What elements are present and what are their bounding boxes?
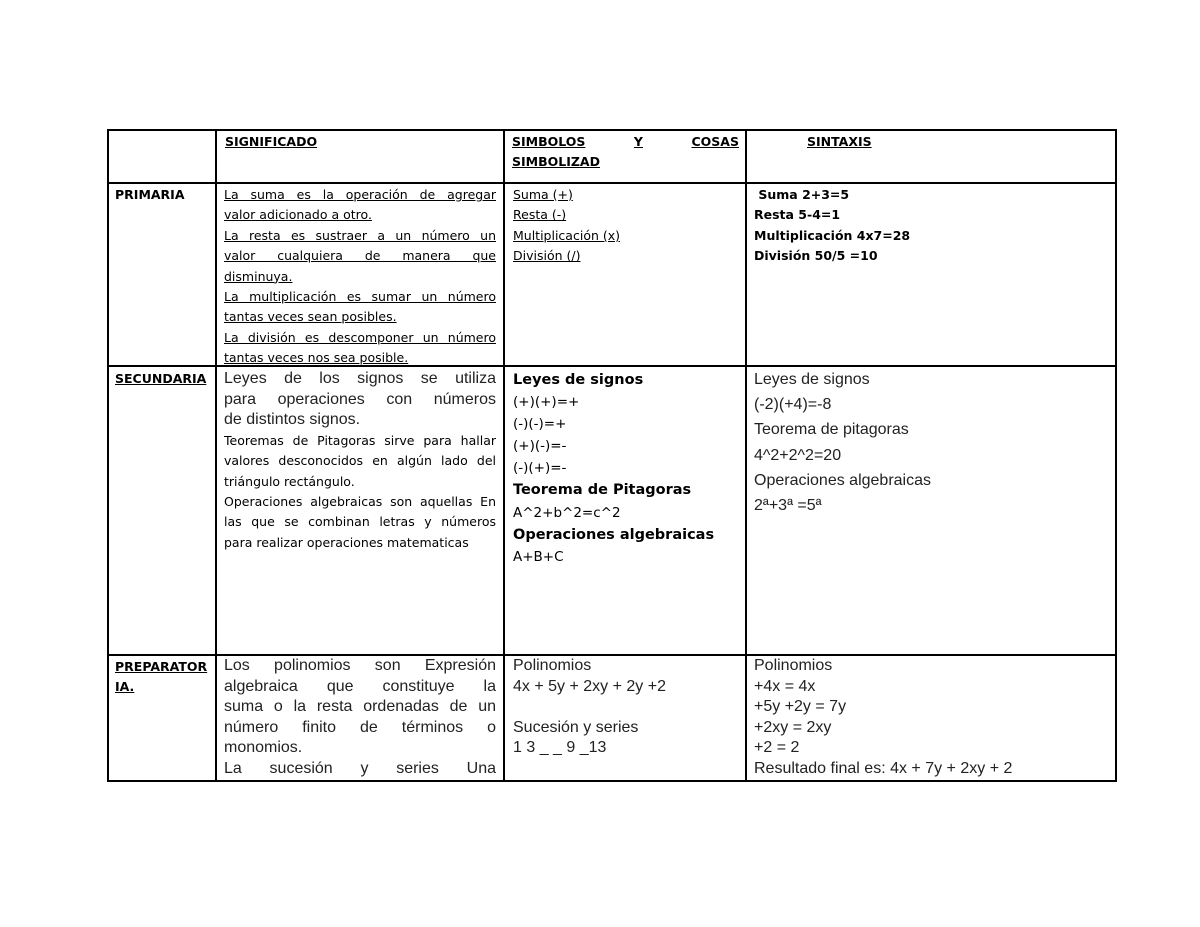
text-line: Resta 5-4=1 bbox=[754, 207, 841, 223]
header-significado: SIGNIFICADO bbox=[225, 134, 318, 149]
text-line: División 50/5 =10 bbox=[754, 248, 878, 264]
text-line: disminuya. bbox=[224, 268, 293, 284]
preparatoria-sintaxis bbox=[754, 656, 1109, 780]
text-line: Multiplicación (x) bbox=[513, 227, 621, 243]
header-simbolos bbox=[512, 132, 739, 172]
blank-line bbox=[513, 697, 739, 718]
text-line: valor adicionado a otro. bbox=[224, 207, 372, 223]
text-line: A+B+C bbox=[513, 548, 564, 565]
text-line: número finito de términos o bbox=[224, 718, 496, 736]
text-line: (-)(-)=+ bbox=[513, 416, 567, 433]
text-line: las que se combinan letras y números bbox=[224, 514, 496, 530]
text-line: algebraica que constituye la bbox=[224, 677, 496, 695]
text-line: La multiplicación es sumar un número bbox=[224, 289, 496, 305]
row-label-line: PREPARATOR bbox=[115, 659, 208, 674]
text-line: Los polinomios son Expresión bbox=[224, 657, 496, 674]
table-border-right bbox=[1115, 129, 1117, 782]
primaria-significado bbox=[224, 185, 496, 369]
text-line: +5y +2y = 7y bbox=[754, 698, 847, 716]
secundaria-sintaxis bbox=[754, 367, 1109, 518]
text-line: de distintos signos. bbox=[224, 411, 361, 429]
column-divider bbox=[215, 129, 217, 782]
text-line: para realizar operaciones matematicas bbox=[224, 534, 469, 550]
text-line: Resta (-) bbox=[513, 207, 567, 223]
text-line: Leyes de signos bbox=[513, 372, 644, 388]
table-border-left bbox=[107, 129, 109, 782]
column-divider bbox=[745, 129, 747, 782]
text-line: Leyes de los signos se utiliza bbox=[224, 370, 496, 387]
text-line: Teorema de Pitagoras bbox=[513, 482, 692, 499]
header-simbolos-word: Y bbox=[633, 134, 643, 149]
text-line: Sucesión y series bbox=[513, 718, 639, 736]
document-table bbox=[107, 129, 1117, 782]
preparatoria-simbolos bbox=[513, 656, 739, 780]
text-line: +2xy = 2xy bbox=[754, 718, 832, 736]
text-line: Suma (+) bbox=[513, 187, 573, 202]
text-line: (-2)(+4)=-8 bbox=[754, 396, 832, 414]
text-line: Operaciones algebraicas son aquellas En bbox=[224, 494, 496, 509]
table-border-top bbox=[107, 129, 1117, 131]
text-line: (+)(-)=- bbox=[513, 438, 567, 455]
text-line: División (/) bbox=[513, 248, 581, 264]
text-line: Teoremas de Pitagoras sirve para hallar bbox=[224, 432, 496, 448]
text-line: 4x + 5y + 2xy + 2y +2 bbox=[513, 677, 666, 695]
text-line: monomios. bbox=[224, 739, 303, 757]
text-line: (-)(+)=- bbox=[513, 460, 567, 477]
text-line: tantas veces sean posibles. bbox=[224, 309, 397, 325]
header-sintaxis: SINTAXIS bbox=[807, 134, 872, 149]
text-line: Polinomios bbox=[513, 657, 592, 674]
header-simbolos-word: COSAS bbox=[691, 134, 739, 149]
column-divider bbox=[503, 129, 505, 782]
row-label-line: IA. bbox=[115, 679, 135, 694]
text-line: La resta es sustraer a un número un bbox=[224, 227, 496, 243]
text-line: La división es descomponer un número bbox=[224, 329, 496, 345]
row-label-preparatoria bbox=[115, 657, 213, 697]
text-line: A^2+b^2=c^2 bbox=[513, 504, 621, 521]
text-line: triángulo rectángulo. bbox=[224, 473, 355, 489]
header-simbolos-line2: SIMBOLIZAD bbox=[512, 154, 600, 169]
secundaria-significado bbox=[224, 369, 496, 553]
text-line: Suma 2+3=5 bbox=[754, 187, 850, 202]
text-line: Resultado final es: 4x + 7y + 2xy + 2 bbox=[754, 759, 1013, 777]
row-label-primaria: PRIMARIA bbox=[115, 187, 185, 202]
text-line: tantas veces nos sea posible. bbox=[224, 350, 409, 366]
primaria-sintaxis bbox=[754, 185, 1109, 267]
text-line: 1 3 _ _ 9 _13 bbox=[513, 739, 607, 757]
text-line: para operaciones con números bbox=[224, 390, 496, 408]
text-line: La sucesión y series Una bbox=[224, 759, 496, 777]
header-simbolos-word: SIMBOLOS bbox=[512, 134, 586, 149]
text-line: (+)(+)=+ bbox=[513, 394, 580, 411]
table-border-bottom bbox=[107, 780, 1117, 782]
text-line: valor cualquiera de manera que bbox=[224, 248, 496, 264]
text-line: valores desconocidos en algún lado del bbox=[224, 453, 496, 469]
text-line: suma o la resta ordenadas de un bbox=[224, 698, 496, 716]
text-line: La suma es la operación de agregar bbox=[224, 187, 496, 202]
text-line: Polinomios bbox=[754, 657, 833, 674]
text-line: 4^2+2^2=20 bbox=[754, 446, 842, 464]
text-line: 2ª+3ª =5ª bbox=[754, 497, 822, 515]
text-line: Leyes de signos bbox=[754, 371, 870, 388]
row-label-secundaria: SECUNDARIA bbox=[115, 371, 207, 386]
text-line: +4x = 4x bbox=[754, 677, 816, 695]
secundaria-simbolos bbox=[513, 369, 739, 568]
text-line: +2 = 2 bbox=[754, 739, 800, 757]
preparatoria-significado bbox=[224, 656, 496, 780]
text-line: Teorema de pitagoras bbox=[754, 421, 909, 439]
text-line: Multiplicación 4x7=28 bbox=[754, 227, 911, 243]
text-line: Operaciones algebraicas bbox=[513, 526, 715, 543]
primaria-simbolos bbox=[513, 185, 739, 267]
row-divider bbox=[107, 182, 1117, 184]
text-line: Operaciones algebraicas bbox=[754, 471, 931, 489]
